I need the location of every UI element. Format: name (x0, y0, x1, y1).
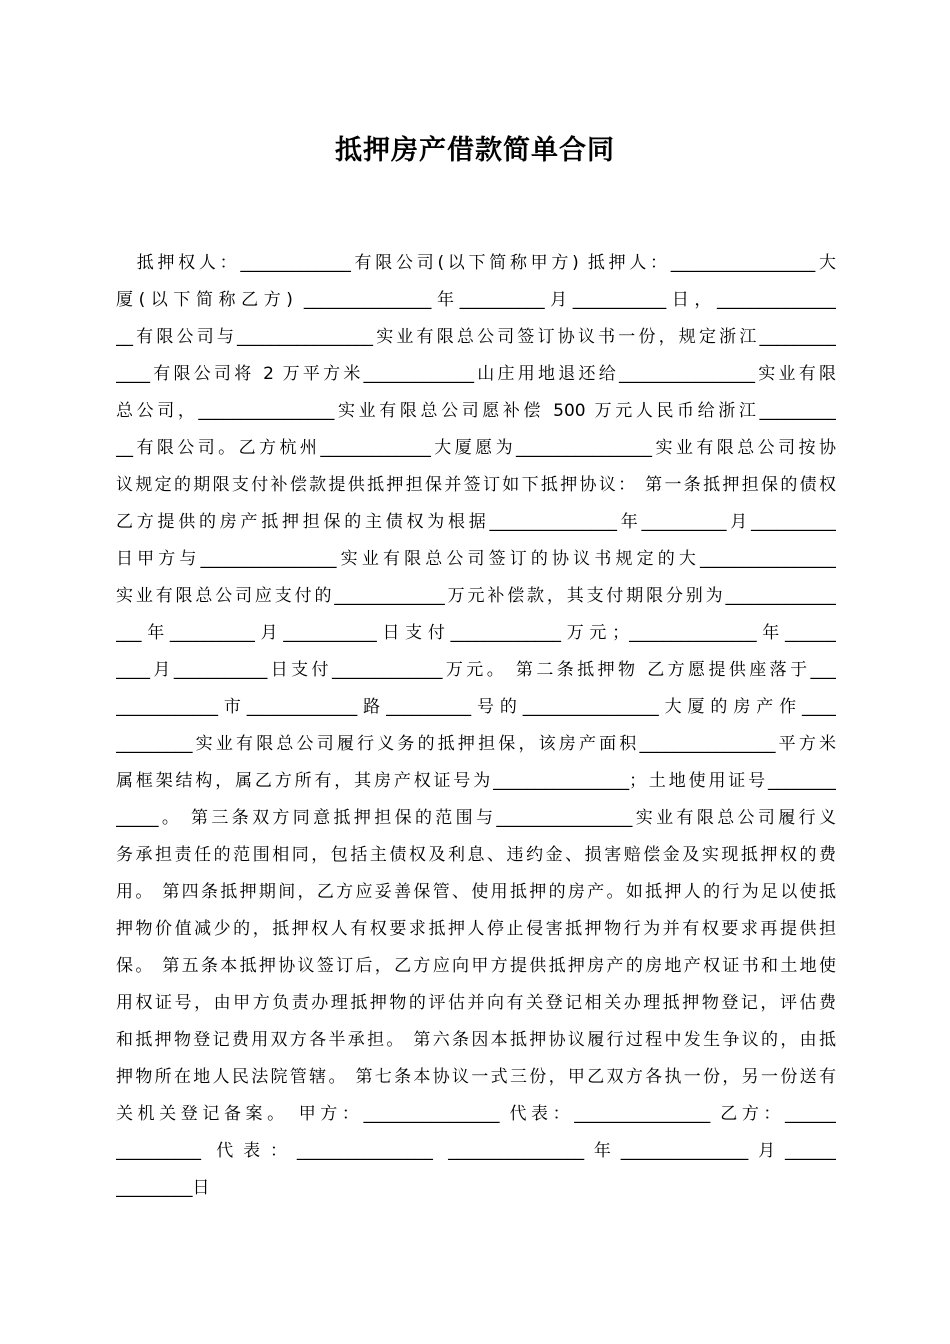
contract-body (116, 245, 836, 1207)
document-title: 抵押房产借款简单合同 (335, 135, 615, 166)
body-line: __有限公司。乙方杭州_____________大厦愿为________________实业有限总公司按协 (116, 438, 836, 458)
body-line: ____有限公司将 2 万平方米_____________山庄用地退还给________________实业有限 (116, 364, 836, 384)
body-line: 厦(以下简称乙方) _______________年__________月___________日，______________ (116, 290, 836, 310)
body-line: 属框架结构，属乙方所有，其房产权证号为________________；土地使用证号________ (116, 771, 836, 791)
body-line: ___年__________月___________日支付_____________万元；_______________年______ (116, 623, 836, 643)
body-line: __有限公司与________________实业有限总公司签订协议书一份，规定浙江_________ (116, 327, 836, 347)
body-line: 抵押权人：_____________有限公司(以下简称甲方) 抵押人：_________________大 (116, 253, 836, 273)
body-line: 关机关登记备案。 甲方：________________ 代表：________________ 乙方：______ (116, 1104, 836, 1124)
body-line: 议规定的期限支付补偿款提供抵押担保并签订如下抵押协议： 第一条抵押担保的债权 (116, 475, 836, 495)
body-line: ____________市_____________路__________号的________________大厦的房产作____ (116, 697, 836, 717)
body-line: 实业有限总公司应支付的_____________万元补偿款，其支付期限分别为_____________ (116, 586, 836, 606)
body-line: 总公司，________________实业有限总公司愿补偿 500 万元人民币给浙江_________ (116, 401, 836, 421)
body-line: 务承担责任的范围相同，包括主债权及利息、违约金、损害赔偿金及实现抵押权的费 (116, 845, 836, 865)
body-line: 用。 第四条抵押期间，乙方应妥善保管、使用抵押的房产。如抵押人的行为足以使抵 (116, 882, 836, 902)
body-line: _________实业有限总公司履行义务的抵押担保，该房产面积________________平方米 (116, 734, 836, 754)
body-line: _____。 第三条双方同意抵押担保的范围与________________实业有限总公司履行义 (116, 808, 836, 828)
body-line: 日甲方与________________实业有限总公司签订的协议书规定的大________________ (116, 549, 836, 569)
body-line: 保。 第五条本抵押协议签订后，乙方应向甲方提供抵押房产的房地产权证书和土地使 (116, 956, 836, 976)
body-line: ____月___________日支付_____________万元。 第二条抵押物 乙方愿提供座落于___ (116, 660, 836, 680)
body-line: 押物价值减少的，抵押权人有权要求抵押人停止侵害抵押物行为并有权要求再提供担 (116, 919, 836, 939)
body-line: __________ 代表：________________ ________________年_______________月______ (116, 1141, 836, 1161)
body-line: 乙方提供的房产抵押担保的主债权为根据_______________年__________月__________ (116, 512, 836, 532)
body-line: 押物所在地人民法院管辖。 第七条本协议一式三份，甲乙双方各执一份，另一份送有 (116, 1067, 836, 1087)
body-line: 和抵押物登记费用双方各半承担。 第六条因本抵押协议履行过程中发生争议的，由抵 (116, 1030, 836, 1050)
body-line: 用权证号，由甲方负责办理抵押物的评估并向有关登记相关办理抵押物登记，评估费 (116, 993, 836, 1013)
body-line: _________日 (116, 1178, 210, 1198)
